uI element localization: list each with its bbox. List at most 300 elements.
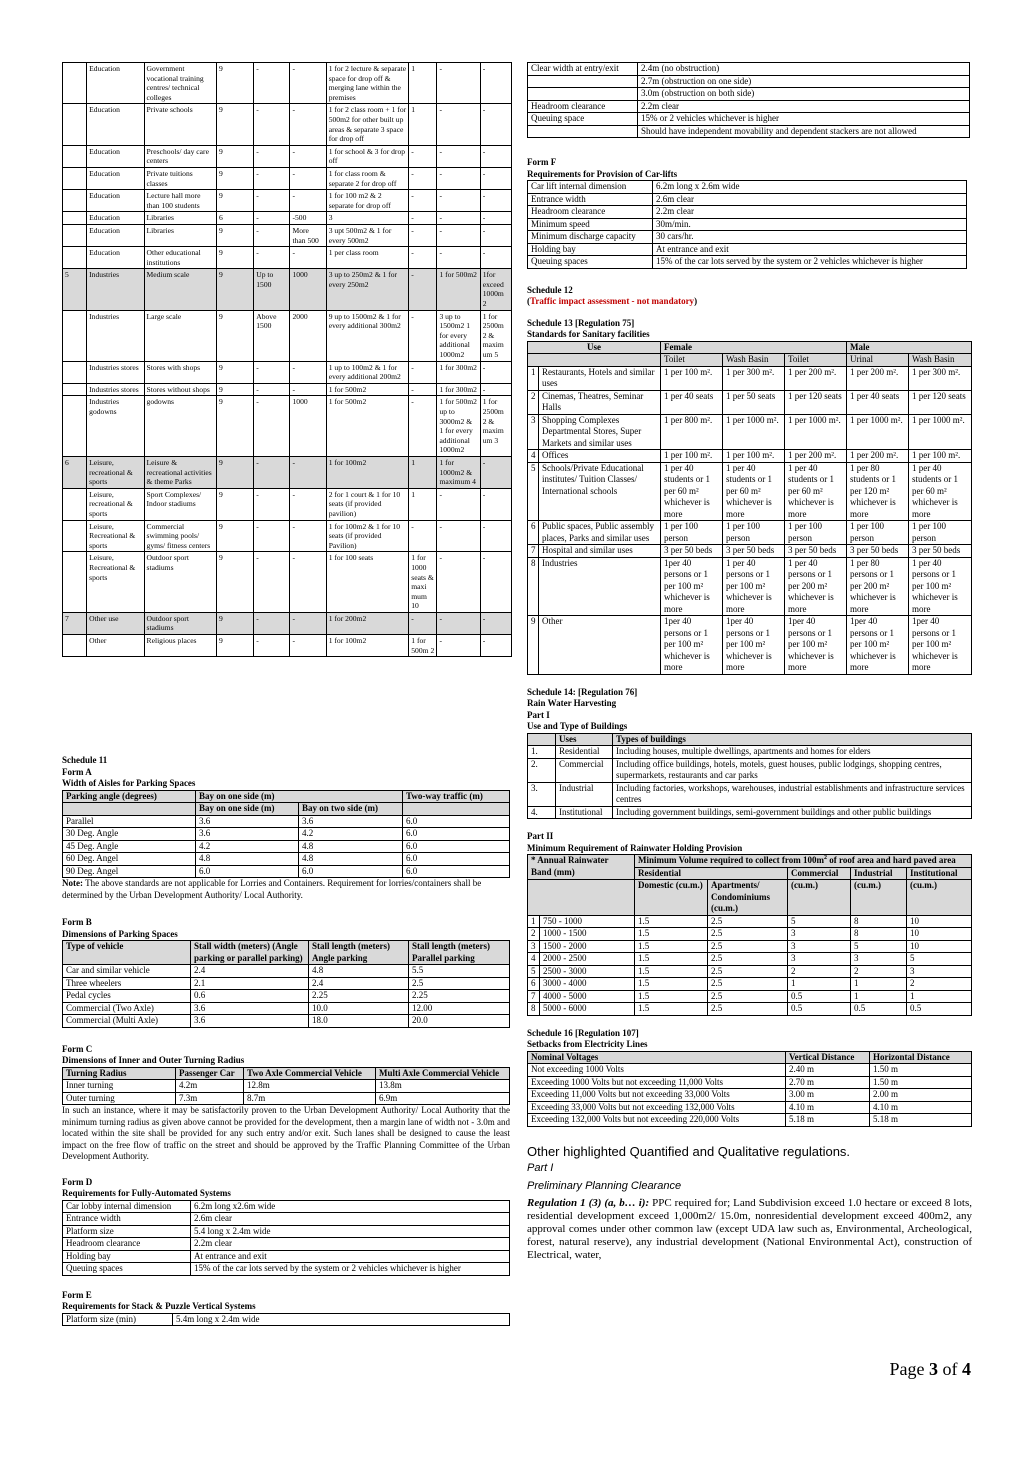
industrial-unit: (cu.m.) bbox=[851, 880, 907, 916]
building-type: Sport Complexes/ Indoor stadiums bbox=[144, 488, 216, 520]
sanitary-row-cell: 1 per 1000 m². bbox=[847, 414, 909, 450]
col-a: 1 bbox=[409, 488, 437, 520]
sanitary-sub-header: Urinal bbox=[847, 354, 909, 367]
min-floor-area: - bbox=[254, 383, 290, 396]
building-type: Outdoor sport stadiums bbox=[144, 552, 216, 613]
sanitary-row-cell: 1per 40 persons or 1 per 100 m² whichever is more bbox=[661, 616, 723, 675]
sanitary-row-cell: 2 bbox=[528, 390, 539, 414]
automated-row-cell: At entrance and exit bbox=[191, 1250, 510, 1263]
rainwater-row bbox=[528, 915, 972, 928]
min-floor-area: - bbox=[254, 520, 290, 552]
sanitary-row-cell: 1 per 120 seats bbox=[909, 390, 972, 414]
building-type: Lecture hall more than 100 students bbox=[144, 190, 216, 212]
page-number: Page 3 of 4 bbox=[889, 1359, 971, 1379]
setback-row-cell: 3.00 m bbox=[786, 1089, 870, 1102]
sanitary-row-cell: 1 per 200 m². bbox=[785, 450, 847, 463]
dimensions-row-cell: 0.6 bbox=[191, 990, 309, 1003]
use-category: Leisure, Recreational & sports bbox=[87, 520, 144, 552]
turning-row-cell: 4.2m bbox=[176, 1080, 244, 1093]
car-lift-row-cell: Minimum discharge capacity bbox=[528, 231, 653, 244]
automated-row bbox=[63, 1225, 510, 1238]
col-c: - bbox=[480, 612, 511, 634]
max-floor-area: - bbox=[290, 167, 326, 189]
aisle-row-cell: 60 Deg. Angel bbox=[63, 853, 196, 866]
rainwater-row-cell: 2 bbox=[788, 965, 851, 978]
col-b: - bbox=[437, 224, 480, 246]
sanitary-row-cell: 1per 40 persons or 1 per 100 m² whichever is more bbox=[847, 616, 909, 675]
turning-header: Turning Radius bbox=[63, 1067, 176, 1080]
min-floor-area: - bbox=[254, 488, 290, 520]
rainwater-row-cell: 2000 - 2500 bbox=[540, 953, 635, 966]
rainwater-row-cell: 6 bbox=[528, 978, 540, 991]
form-d-label: Form D bbox=[62, 1176, 93, 1187]
rainwater-row-cell: 1.5 bbox=[635, 990, 708, 1003]
form-f-title: Requirements for Provision of Car-lifts bbox=[527, 168, 678, 179]
use-category: Industries bbox=[87, 269, 144, 310]
zone: 6 bbox=[217, 212, 254, 225]
sanitary-row-cell: 7 bbox=[528, 545, 539, 558]
parking-requirement: 1 for 100m2 bbox=[326, 456, 409, 488]
zone: 9 bbox=[217, 456, 254, 488]
col-b: - bbox=[437, 190, 480, 212]
form-f-label: Form F bbox=[527, 157, 557, 167]
setback-row bbox=[528, 1064, 972, 1077]
rainwater-row-cell: 0.5 bbox=[851, 1003, 907, 1016]
sanitary-row-cell: Schools/Private Educational institutes/ Tuition Classes/ International schools bbox=[539, 462, 661, 521]
sanitary-row-cell: Offices bbox=[539, 450, 661, 463]
rainwater-row-cell: 10 bbox=[907, 928, 972, 941]
schedule-14-part2-title: Minimum Requirement of Rainwater Holding Provision bbox=[527, 842, 743, 853]
zone: 9 bbox=[217, 167, 254, 189]
sanitary-row-cell: 3 per 50 beds bbox=[785, 545, 847, 558]
rainwater-row-cell: 2500 - 3000 bbox=[540, 965, 635, 978]
col-b: - bbox=[437, 612, 480, 634]
sanitary-row-cell: 6 bbox=[528, 521, 539, 545]
apartments-header: Apartments/ Condominiums (cu.m.) bbox=[708, 880, 788, 916]
rainwater-row-cell: 3 bbox=[528, 940, 540, 953]
row-number bbox=[63, 247, 87, 269]
sanitary-row-cell: Other bbox=[539, 616, 661, 675]
stacker-row-cell: 2.4m (no obstruction) bbox=[638, 63, 970, 76]
sanitary-row bbox=[528, 414, 972, 450]
automated-row-cell: Holding bay bbox=[63, 1250, 191, 1263]
setback-row-cell: 2.00 m bbox=[870, 1089, 972, 1102]
row-number: 5 bbox=[63, 269, 87, 310]
parking-requirement: 1 for 500m2 bbox=[326, 396, 409, 457]
zone: 9 bbox=[217, 310, 254, 361]
rainwater-row-cell: 2.5 bbox=[708, 915, 788, 928]
stacker-row bbox=[528, 63, 970, 76]
dimensions-row-cell: 12.00 bbox=[409, 1002, 510, 1015]
sanitary-row bbox=[528, 450, 972, 463]
dimensions-header: Stall length (meters) Parallel parking bbox=[409, 941, 510, 965]
col-c: - bbox=[480, 361, 511, 383]
building-use-row bbox=[528, 782, 972, 806]
schedule-16-title: Setbacks from Electricity Lines bbox=[527, 1039, 648, 1049]
sanitary-row-cell: 1 per 40 seats bbox=[661, 390, 723, 414]
use-category: Industries stores bbox=[87, 361, 144, 383]
parking-requirement: 1 for 2 class room + 1 for 500m2 for other built up areas & separate 3 space for drop off bbox=[326, 104, 409, 145]
turning-row-cell: 12.8m bbox=[244, 1080, 376, 1093]
turning-radius-table bbox=[62, 1067, 510, 1106]
dimensions-row bbox=[63, 990, 510, 1003]
sanitary-header-use: Use bbox=[528, 341, 661, 354]
col-b: 1 for 500m2 bbox=[437, 269, 480, 310]
building-type: Religious places bbox=[144, 635, 216, 657]
turning-header: Passenger Car bbox=[176, 1067, 244, 1080]
col-c: - bbox=[480, 383, 511, 396]
building-use-row-cell: Commercial bbox=[556, 758, 613, 782]
dimensions-row-cell: 10.0 bbox=[309, 1002, 409, 1015]
automated-row bbox=[63, 1200, 510, 1213]
use-category: Other use bbox=[87, 612, 144, 634]
row-number bbox=[63, 63, 87, 104]
col-c: - bbox=[480, 635, 511, 657]
automated-systems-table bbox=[62, 1200, 510, 1276]
use-category: Education bbox=[87, 104, 144, 145]
max-floor-area: 1000 bbox=[290, 269, 326, 310]
dimensions-row-cell: 4.8 bbox=[309, 965, 409, 978]
col-a: - bbox=[409, 224, 437, 246]
rainwater-row-cell: 5 bbox=[907, 953, 972, 966]
schedule-11-heading: Schedule 11 bbox=[62, 755, 108, 765]
turning-row-cell: 13.8m bbox=[376, 1080, 510, 1093]
automated-row-cell: 2.6m clear bbox=[191, 1213, 510, 1226]
building-type: Outdoor sport stadiums bbox=[144, 612, 216, 634]
institutional-header: Institutional bbox=[907, 867, 972, 880]
dimensions-row-cell: 3.6 bbox=[191, 1015, 309, 1028]
max-floor-area: - bbox=[290, 104, 326, 145]
car-lift-row-cell: 2.6m clear bbox=[653, 193, 967, 206]
max-floor-area: - bbox=[290, 635, 326, 657]
rainwater-row-cell: 2.5 bbox=[708, 990, 788, 1003]
sanitary-header-male: Male bbox=[847, 341, 972, 354]
aisle-row bbox=[63, 865, 510, 878]
parking-requirement: 1 for 100 m2 & 2 separate for drop off bbox=[326, 190, 409, 212]
rainwater-row-cell: 2.5 bbox=[708, 953, 788, 966]
building-type: Commercial swimming pools/ gyms/ fitness centers bbox=[144, 520, 216, 552]
schedule-16-heading: Schedule 16 [Regulation 107] bbox=[527, 1027, 639, 1038]
rainwater-row-cell: 2.5 bbox=[708, 1003, 788, 1016]
row-number: 6 bbox=[63, 456, 87, 488]
building-use-row-cell: Including factories, workshops, warehouses, industrial establishments and infrastructure services centres bbox=[613, 782, 972, 806]
aisle-row bbox=[63, 840, 510, 853]
col-c: - bbox=[480, 552, 511, 613]
col-b: - bbox=[437, 63, 480, 104]
sanitary-sub-header: Toilet bbox=[661, 354, 723, 367]
other-regulations-heading: Other highlighted Quantified and Qualitative regulations. bbox=[527, 1143, 851, 1159]
sanitary-sub-header: Toilet bbox=[785, 354, 847, 367]
zone: 9 bbox=[217, 612, 254, 634]
use-category: Other bbox=[87, 635, 144, 657]
building-type: Preschools/ day care centers bbox=[144, 145, 216, 167]
sanitary-row-cell: 1 per 40 seats bbox=[847, 390, 909, 414]
sanitary-row-cell: 1 per 40 persons or 1 per 100 m² whichever is more bbox=[723, 557, 785, 616]
zone: 9 bbox=[217, 224, 254, 246]
max-floor-area: - bbox=[290, 383, 326, 396]
turning-row bbox=[63, 1092, 510, 1105]
sanitary-row bbox=[528, 616, 972, 675]
stacker-row-cell: 15% or 2 vehicles whichever is higher bbox=[638, 113, 970, 126]
use-category: Education bbox=[87, 190, 144, 212]
max-floor-area: - bbox=[290, 520, 326, 552]
car-lift-row-cell: Entrance width bbox=[528, 193, 653, 206]
sanitary-facilities-table bbox=[527, 341, 972, 675]
col-b: - bbox=[437, 635, 480, 657]
parking-row bbox=[63, 456, 512, 488]
building-use-row-cell: 3. bbox=[528, 782, 556, 806]
sanitary-row-cell: 1 per 100 m². bbox=[661, 450, 723, 463]
dimensions-row-cell: 2.4 bbox=[309, 977, 409, 990]
rainwater-row-cell: 1000 - 1500 bbox=[540, 928, 635, 941]
schedule-14-part1-title: Use and Type of Buildings bbox=[527, 721, 628, 731]
row-number bbox=[63, 488, 87, 520]
rainwater-row bbox=[528, 953, 972, 966]
stacker-row bbox=[528, 88, 970, 101]
max-floor-area: - bbox=[290, 612, 326, 634]
parking-requirement: 3 upt 500m2 & 1 for every 500m2 bbox=[326, 224, 409, 246]
sanitary-row bbox=[528, 366, 972, 390]
rainwater-row-cell: 0.5 bbox=[907, 1003, 972, 1016]
building-type: godowns bbox=[144, 396, 216, 457]
sanitary-row-cell: 1 per 100 person bbox=[723, 521, 785, 545]
row-number bbox=[63, 635, 87, 657]
building-type: Libraries bbox=[144, 212, 216, 225]
commercial-unit: (cu.m.) bbox=[788, 880, 851, 916]
row-number: 7 bbox=[63, 612, 87, 634]
sanitary-row-cell: 1 per 40 persons or 1 per 200 m² whichever is more bbox=[785, 557, 847, 616]
turning-row-cell: 7.3m bbox=[176, 1092, 244, 1105]
col-b: - bbox=[437, 247, 480, 269]
col-c: - bbox=[480, 520, 511, 552]
parking-row bbox=[63, 63, 512, 104]
col-a: - bbox=[409, 145, 437, 167]
sanitary-row-cell: 1 per 40 students or 1 per 60 m² whichever is more bbox=[785, 462, 847, 521]
sanitary-row-cell: 1 per 80 persons or 1 per 200 m² whichever is more bbox=[847, 557, 909, 616]
sanitary-row-cell: 1 per 800 m². bbox=[661, 414, 723, 450]
zone: 9 bbox=[217, 361, 254, 383]
building-use-row bbox=[528, 806, 972, 819]
car-lift-row bbox=[528, 206, 967, 219]
building-type: Stores with shops bbox=[144, 361, 216, 383]
stacker-row-cell: Queuing space bbox=[528, 113, 638, 126]
parking-row bbox=[63, 104, 512, 145]
stacker-row bbox=[528, 75, 970, 88]
building-use-row-cell: Industrial bbox=[556, 782, 613, 806]
aisle-row-cell: 6.0 bbox=[403, 840, 510, 853]
rainwater-row bbox=[528, 928, 972, 941]
schedule-14-sub: Rain Water Harvesting bbox=[527, 698, 617, 708]
parking-row bbox=[63, 247, 512, 269]
automated-row bbox=[63, 1213, 510, 1226]
sanitary-row-cell: 1per 40 persons or 1 per 100 m² whichever is more bbox=[723, 616, 785, 675]
aisle-header-twoway: Two-way traffic (m) bbox=[403, 790, 510, 803]
rainwater-row-cell: 5 bbox=[788, 915, 851, 928]
col-c: - bbox=[480, 456, 511, 488]
col-a: - bbox=[409, 361, 437, 383]
building-type: Government vocational training centres/ technical colleges bbox=[144, 63, 216, 104]
zone: 9 bbox=[217, 104, 254, 145]
row-number bbox=[63, 224, 87, 246]
rainwater-row-cell: 3 bbox=[788, 953, 851, 966]
sanitary-row-cell: 1 per 100 m². bbox=[661, 366, 723, 390]
rainwater-row-cell: 7 bbox=[528, 990, 540, 1003]
sanitary-row-cell: 1 per 100 person bbox=[785, 521, 847, 545]
rainwater-row-cell: 0.5 bbox=[788, 1003, 851, 1016]
parking-row bbox=[63, 269, 512, 310]
max-floor-area: - bbox=[290, 190, 326, 212]
automated-row-cell: 15% of the car lots served by the system or 2 vehicles whichever is higher bbox=[191, 1263, 510, 1276]
aisle-row bbox=[63, 828, 510, 841]
sanitary-row-cell: 3 per 50 beds bbox=[723, 545, 785, 558]
car-lift-row-cell: Holding bay bbox=[528, 243, 653, 256]
col-a: 1 for 500m 2 bbox=[409, 635, 437, 657]
building-use-row-cell: Including government buildings, semi-government buildings and other public buildings bbox=[613, 806, 972, 819]
row-number bbox=[63, 145, 87, 167]
uses-header: Uses bbox=[556, 733, 613, 746]
sanitary-row-cell: 1 per 50 seats bbox=[723, 390, 785, 414]
sanitary-row-cell: Cinemas, Theatres, Seminar Halls bbox=[539, 390, 661, 414]
stack-puzzle-table bbox=[62, 1313, 510, 1327]
col-c: - bbox=[480, 145, 511, 167]
col-b: 3 up to 1500m2 1 for every additional 1000m2 bbox=[437, 310, 480, 361]
parking-row bbox=[63, 167, 512, 189]
rainwater-row-cell: 3000 - 4000 bbox=[540, 978, 635, 991]
aisle-row-cell: Parallel bbox=[63, 815, 196, 828]
car-lift-row-cell: 6.2m long x 2.6m wide bbox=[653, 181, 967, 194]
automated-row-cell: Queuing spaces bbox=[63, 1263, 191, 1276]
setback-header: Nominal Voltages bbox=[528, 1051, 786, 1064]
col-b: - bbox=[437, 520, 480, 552]
parking-requirement: 9 up to 1500m2 & 1 for every additional 300m2 bbox=[326, 310, 409, 361]
max-floor-area: - bbox=[290, 145, 326, 167]
max-floor-area: More than 500 bbox=[290, 224, 326, 246]
rainwater-row-cell: 1.5 bbox=[635, 928, 708, 941]
rainwater-row-cell: 750 - 1000 bbox=[540, 915, 635, 928]
sanitary-row-cell: 1 per 1000 m². bbox=[723, 414, 785, 450]
rainwater-row-cell: 2 bbox=[528, 928, 540, 941]
sanitary-sub-blank bbox=[528, 354, 661, 367]
turning-row bbox=[63, 1080, 510, 1093]
schedule-11 bbox=[62, 755, 510, 1326]
parking-row bbox=[63, 635, 512, 657]
parking-requirement: 1 for 100m2 bbox=[326, 635, 409, 657]
sanitary-row-cell: 1 bbox=[528, 366, 539, 390]
sanitary-row-cell: 3 per 50 beds bbox=[847, 545, 909, 558]
automated-row-cell: 6.2m long x2.6m wide bbox=[191, 1200, 510, 1213]
automated-row-cell: 5.4 long x 2.4m wide bbox=[191, 1225, 510, 1238]
building-type: Leisure & recreational activities & theme Parks bbox=[144, 456, 216, 488]
max-floor-area: - bbox=[290, 552, 326, 613]
min-floor-area: Above 1500 bbox=[254, 310, 290, 361]
setback-row bbox=[528, 1076, 972, 1089]
aisle-row-cell: 6.0 bbox=[403, 865, 510, 878]
stacker-row-cell: Clear width at entry/exit bbox=[528, 63, 638, 76]
sanitary-row-cell: 1 per 120 seats bbox=[785, 390, 847, 414]
col-b: 1 for 300m2 bbox=[437, 383, 480, 396]
parking-row bbox=[63, 612, 512, 634]
building-type: Other educational institutions bbox=[144, 247, 216, 269]
sanitary-row-cell: 1 per 40 persons or 1 per 100 m² whichever is more bbox=[909, 557, 972, 616]
col-c: - bbox=[480, 224, 511, 246]
parking-requirement: 1 for class room & separate 2 for drop off bbox=[326, 167, 409, 189]
max-floor-area: - bbox=[290, 63, 326, 104]
rainwater-row-cell: 5000 - 6000 bbox=[540, 1003, 635, 1016]
zone: 9 bbox=[217, 383, 254, 396]
stacker-row-cell: 3.0m (obstruction on both side) bbox=[638, 88, 970, 101]
band-header: * Annual Rainwater Band (mm) bbox=[528, 855, 635, 880]
schedule-14-part1: Part I bbox=[527, 709, 550, 720]
rainwater-row bbox=[528, 940, 972, 953]
sanitary-row-cell: 1 per 80 students or 1 per 120 m² whichever is more bbox=[847, 462, 909, 521]
schedule-12-heading: Schedule 12 bbox=[527, 284, 573, 295]
aisle-row-cell: 3.6 bbox=[196, 815, 299, 828]
min-floor-area: - bbox=[254, 190, 290, 212]
sanitary-row-cell: 1 per 100 m². bbox=[723, 450, 785, 463]
stacker-row-cell bbox=[528, 125, 638, 138]
car-lift-row-cell: 15% of the car lots served by the system or 2 vehicles whichever is higher bbox=[653, 256, 967, 269]
sanitary-row-cell: Hospital and similar uses bbox=[539, 545, 661, 558]
automated-row-cell: 2.2m clear bbox=[191, 1238, 510, 1251]
rainwater-row-cell: 1500 - 2000 bbox=[540, 940, 635, 953]
col-a: - bbox=[409, 212, 437, 225]
building-use-row-cell: 2. bbox=[528, 758, 556, 782]
turning-header: Two Axle Commercial Vehicle bbox=[244, 1067, 376, 1080]
setback-row bbox=[528, 1114, 972, 1127]
car-lift-row bbox=[528, 193, 967, 206]
min-floor-area: - bbox=[254, 212, 290, 225]
regulation-1-paragraph: Regulation 1 (3) (a, b… i): PPC required for; Land Subdivision exceed 1.0 hectare or exceed 8 lots, residential development exceed 1,000m2/ 15.0m, nonresidential development exceed 400m2, any approval comes under other common law (except UDA law such as, Environmental, Archeological, forest, natural reserve), any industrial development (National Environmental Act), construction of Electrical, water, bbox=[527, 1196, 972, 1261]
building-type: Private schools bbox=[144, 104, 216, 145]
col-c: 1 for 2500m 2 & maxim um 3 bbox=[480, 396, 511, 457]
building-type: Stores without shops bbox=[144, 383, 216, 396]
col-a: 1 bbox=[409, 63, 437, 104]
car-lift-row-cell: 30m/min. bbox=[653, 218, 967, 231]
dimensions-row-cell: Car and similar vehicle bbox=[63, 965, 191, 978]
sanitary-row-cell: Public spaces, Public assembly places, Parks and similar uses bbox=[539, 521, 661, 545]
building-type: Medium scale bbox=[144, 269, 216, 310]
parking-row bbox=[63, 361, 512, 383]
sanitary-row-cell: 1per 40 persons or 1 per 100 m² whichever is more bbox=[785, 616, 847, 675]
stacker-row bbox=[528, 125, 970, 138]
turning-header: Multi Axle Commercial Vehicle bbox=[376, 1067, 510, 1080]
commercial-header: Commercial bbox=[788, 867, 851, 880]
rainwater-row-cell: 0.5 bbox=[788, 990, 851, 1003]
col-a: - bbox=[409, 247, 437, 269]
automated-row-cell: Platform size bbox=[63, 1225, 191, 1238]
aisle-row-cell: 3.6 bbox=[196, 828, 299, 841]
sanitary-row-cell: 3 per 50 beds bbox=[661, 545, 723, 558]
row-number bbox=[63, 212, 87, 225]
sanitary-row-cell: 1 per 100 person bbox=[661, 521, 723, 545]
schedule-12-note: (Traffic impact assessment - not mandatory) bbox=[527, 296, 698, 306]
sanitary-row-cell: Industries bbox=[539, 557, 661, 616]
rainwater-row bbox=[528, 978, 972, 991]
min-floor-area: - bbox=[254, 396, 290, 457]
schedule-14-heading: Schedule 14: [Regulation 76] bbox=[527, 686, 638, 697]
aisle-header-bay: Bay on one side (m) bbox=[196, 790, 403, 803]
col-b: 1 for 300m2 bbox=[437, 361, 480, 383]
parking-row bbox=[63, 396, 512, 457]
min-floor-area: - bbox=[254, 552, 290, 613]
car-lift-row-cell: At entrance and exit bbox=[653, 243, 967, 256]
parking-dimensions-table bbox=[62, 940, 510, 1028]
car-lift-row-cell: Minimum speed bbox=[528, 218, 653, 231]
types-header: Types of buildings bbox=[613, 733, 972, 746]
row-number bbox=[63, 190, 87, 212]
setback-row-cell: 1.50 m bbox=[870, 1076, 972, 1089]
rainwater-row-cell: 5 bbox=[851, 940, 907, 953]
